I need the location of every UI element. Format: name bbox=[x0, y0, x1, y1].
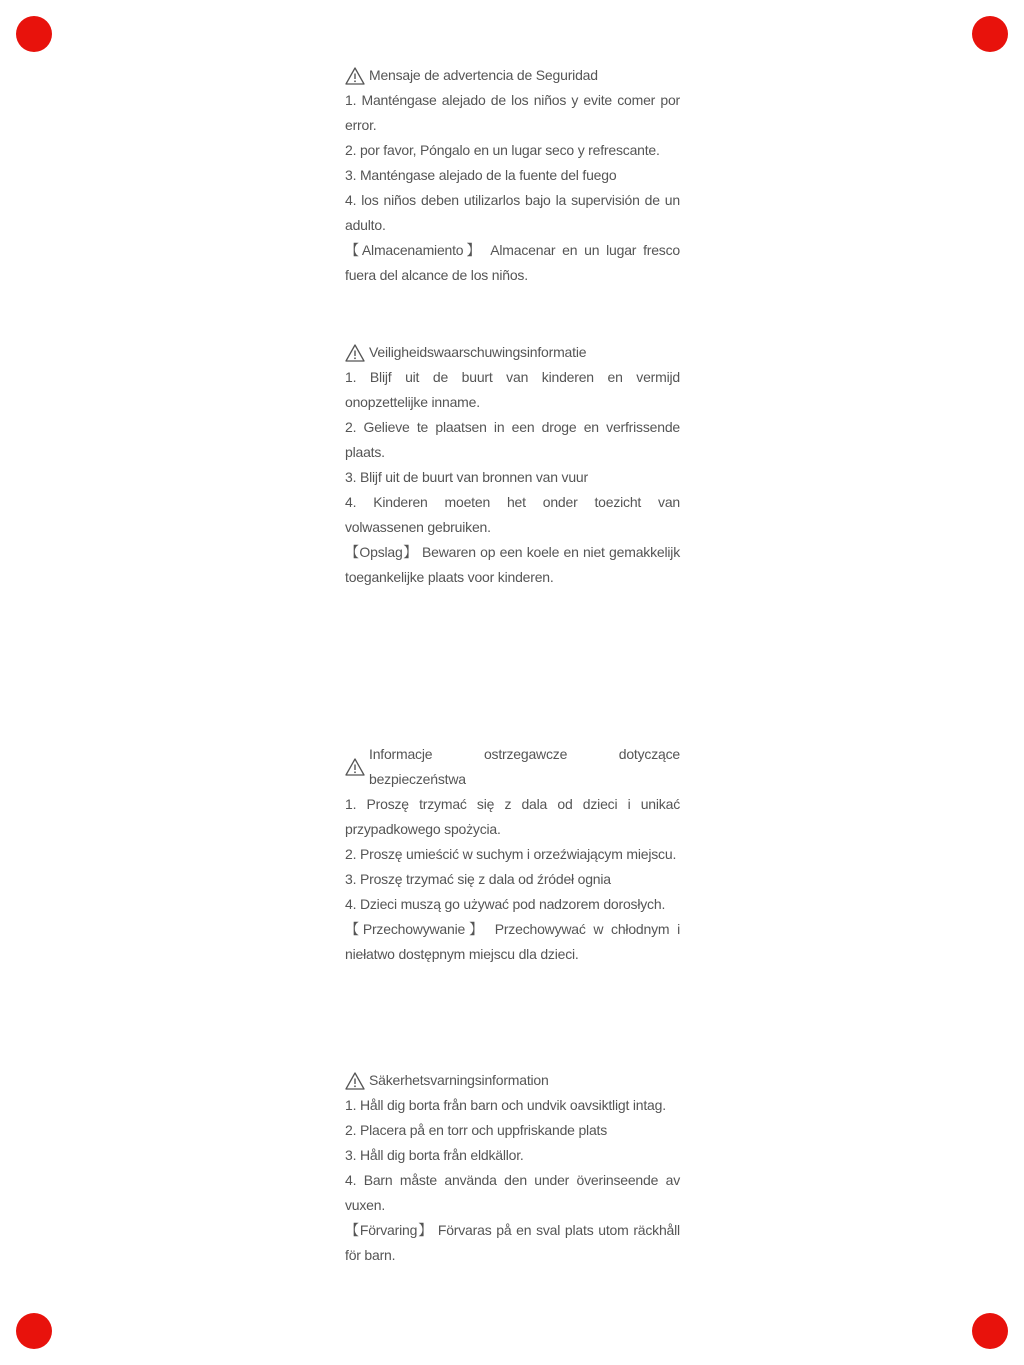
warning-item-1: 1. Håll dig borta från barn och undvik oavsiktligt intag. bbox=[345, 1097, 666, 1113]
warning-item-1: 1. Proszę trzymać się z dala od dzieci i unikać przypadkowego spożycia. bbox=[345, 796, 680, 837]
storage-label: 【Förvaring】 bbox=[345, 1222, 434, 1238]
warning-item-2: 2. Gelieve te plaatsen in een droge en verfrissende plaats. bbox=[345, 419, 680, 460]
corner-marker-bottom-right bbox=[972, 1313, 1008, 1349]
warning-triangle-icon bbox=[345, 1072, 365, 1090]
section-heading-text: Säkerhetsvarningsinformation bbox=[369, 1072, 549, 1088]
section-heading bbox=[345, 63, 680, 88]
section-heading bbox=[345, 742, 680, 792]
corner-marker-top-left bbox=[16, 16, 52, 52]
warning-item-3: 3. Håll dig borta från eldkällor. bbox=[345, 1147, 524, 1163]
warning-item-2: 2. Placera på en torr och uppfriskande plats bbox=[345, 1122, 608, 1138]
warning-item-4: 4. Dzieci muszą go używać pod nadzorem dorosłych. bbox=[345, 896, 666, 912]
safety-section-dutch bbox=[345, 340, 680, 590]
storage-text: Almacenar en un lugar fresco fuera del alcance de los niños. bbox=[345, 242, 680, 283]
warning-triangle-icon bbox=[345, 758, 365, 776]
storage-note bbox=[345, 540, 680, 590]
storage-text: Przechowywać w chłodnym i niełatwo dostępnym miejscu dla dzieci. bbox=[345, 921, 680, 962]
storage-note bbox=[345, 917, 680, 967]
section-heading-text: Veiligheidswaarschuwingsinformatie bbox=[369, 344, 587, 360]
warning-triangle-icon bbox=[345, 344, 365, 362]
warning-item-3: 3. Blijf uit de buurt van bronnen van vuur bbox=[345, 469, 588, 485]
section-heading bbox=[345, 340, 680, 365]
warning-item-3: 3. Proszę trzymać się z dala od źródeł ognia bbox=[345, 871, 611, 887]
warning-triangle-icon bbox=[345, 67, 365, 85]
warning-item-4: 4. los niños deben utilizarlos bajo la supervisión de un adulto. bbox=[345, 192, 680, 233]
storage-label: 【Opslag】 bbox=[345, 544, 418, 560]
warning-item-4: 4. Kinderen moeten het onder toezicht van volwassenen gebruiken. bbox=[345, 494, 680, 535]
safety-section-polish bbox=[345, 742, 680, 967]
section-heading-text: Mensaje de advertencia de Seguridad bbox=[369, 67, 598, 83]
corner-marker-top-right bbox=[972, 16, 1008, 52]
section-heading bbox=[345, 1068, 680, 1093]
safety-section-swedish bbox=[345, 1068, 680, 1268]
storage-label: 【Przechowywanie】 bbox=[345, 921, 487, 937]
warning-item-2: 2. Proszę umieścić w suchym i orzeźwiającym miejscu. bbox=[345, 846, 677, 862]
storage-note bbox=[345, 238, 680, 288]
storage-note bbox=[345, 1218, 680, 1268]
section-heading-text: Informacje ostrzegawcze dotyczące bezpieczeństwa bbox=[369, 746, 680, 787]
storage-text: Förvaras på en sval plats utom räckhåll för barn. bbox=[345, 1222, 680, 1263]
storage-label: 【Almacenamiento】 bbox=[345, 242, 484, 258]
corner-marker-bottom-left bbox=[16, 1313, 52, 1349]
warning-item-2: 2. por favor, Póngalo en un lugar seco y refrescante. bbox=[345, 142, 660, 158]
warning-item-1: 1. Manténgase alejado de los niños y evite comer por error. bbox=[345, 92, 680, 133]
warning-item-3: 3. Manténgase alejado de la fuente del fuego bbox=[345, 167, 617, 183]
warning-item-1: 1. Blijf uit de buurt van kinderen en vermijd onopzettelijke inname. bbox=[345, 369, 680, 410]
storage-text: Bewaren op een koele en niet gemakkelijk toegankelijke plaats voor kinderen. bbox=[345, 544, 680, 585]
warning-item-4: 4. Barn måste använda den under överinseende av vuxen. bbox=[345, 1172, 680, 1213]
safety-section-spanish bbox=[345, 63, 680, 288]
